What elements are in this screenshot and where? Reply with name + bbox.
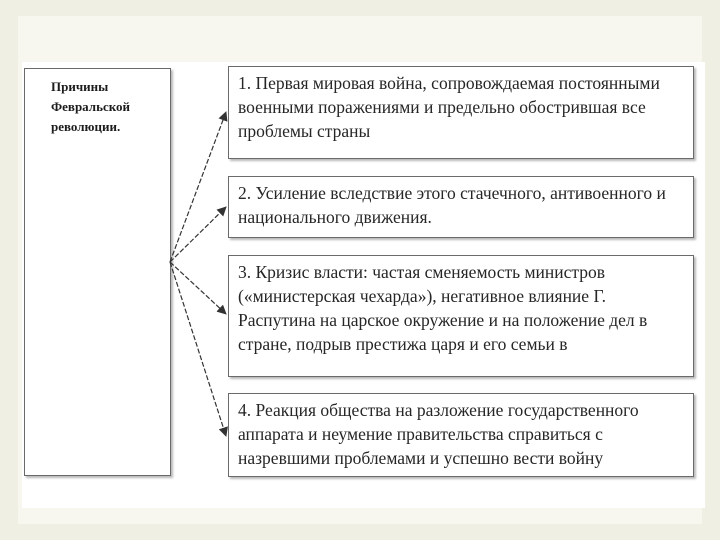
cause-text-2: 2. Усиление вследствие этого стачечного, антивоенного и национального движения. [238, 183, 666, 227]
cause-text-1: 1. Первая мировая война, сопровождаемая постоянными военными поражениями и предельно обострившая все проблемы страны [238, 73, 660, 141]
arrow-to-cause-3 [170, 262, 226, 314]
arrow-to-cause-2 [170, 207, 226, 262]
cause-text-3: 3. Кризис власти: частая сменяемость министров («министерская чехарда»), негативное влияние Г. Распутина на царское окружение и на положение дел в стране, подрыв престижа царя и его семьи в [238, 262, 648, 354]
arrow-to-cause-1 [170, 112, 226, 262]
causes-title: Причины Февральской революции. [51, 79, 131, 134]
cause-text-4: 4. Реакция общества на разложение государственного аппарата и неумение правительства справиться с назревшими проблемами и успешно вести войну [238, 400, 639, 468]
